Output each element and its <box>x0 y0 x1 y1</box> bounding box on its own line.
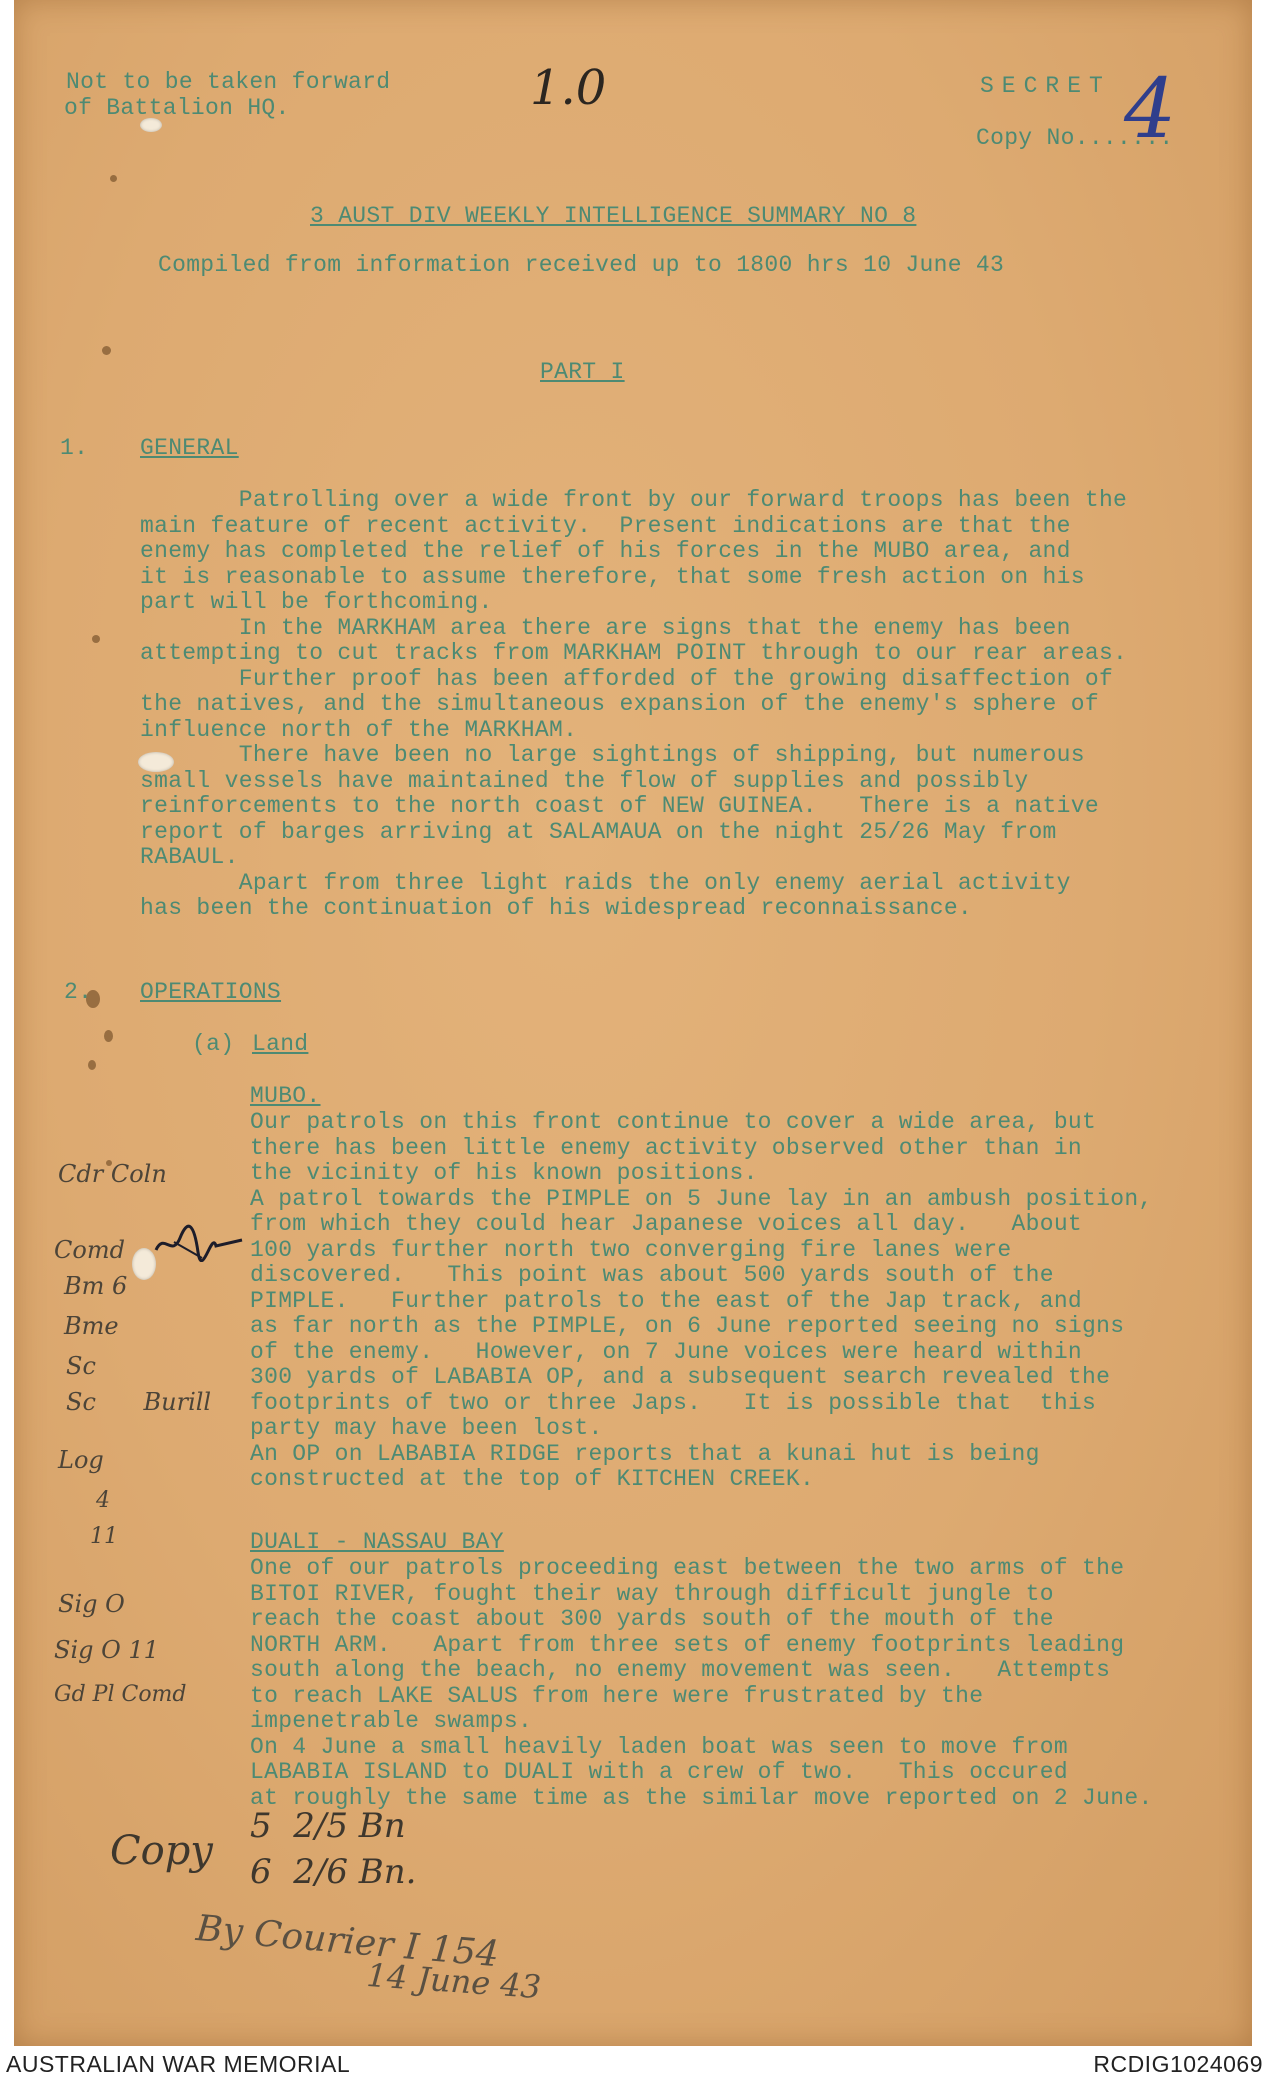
text-line: from which they could hear Japanese voices all day. About <box>250 1211 1083 1237</box>
distribution-entry: Comd <box>54 1236 125 1264</box>
stain-spot <box>110 175 117 182</box>
section-heading: OPERATIONS <box>140 979 282 1005</box>
text-line: NORTH ARM. Apart from three sets of enemy footprints leading <box>250 1631 1125 1658</box>
copy-number-handwritten: 4 <box>1124 62 1177 157</box>
distribution-entry: Sc <box>66 1352 96 1380</box>
text-line: One of our patrols proceeding east between the two arms of the <box>250 1555 1125 1581</box>
text-line: report of barges arriving at SALAMAUA on the night 25/26 May from <box>140 818 1057 845</box>
text-line: Patrolling over a wide front by our forward troops has been the <box>140 487 1128 513</box>
document-page <box>14 0 1252 2046</box>
text-line: at roughly the same time as the similar move reported on 2 June. <box>250 1784 1153 1811</box>
duali-heading: DUALI - NASSAU BAY <box>250 1529 504 1555</box>
text-line: A patrol towards the PIMPLE on 5 June lay in an ambush position, <box>250 1185 1153 1212</box>
text-line: the vicinity of his known positions. <box>250 1160 758 1186</box>
text-line: the natives, and the simultaneous expansion of the enemy's sphere of <box>140 691 1099 717</box>
mubo-heading: MUBO. <box>250 1083 321 1109</box>
archive-name: AUSTRALIAN WAR MEMORIAL <box>6 2051 351 2077</box>
stain-spot <box>102 346 111 355</box>
courier-date: 14 June 43 <box>365 1956 543 2007</box>
section-heading: GENERAL <box>140 435 239 461</box>
text-line: PIMPLE. Further patrols to the east of the Jap track, and <box>250 1287 1083 1314</box>
text-line: BITOI RIVER, fought their way through difficult jungle to <box>250 1580 1054 1607</box>
text-line: constructed at the top of KITCHEN CREEK. <box>250 1466 815 1492</box>
text-line: Further proof has been afforded of the growing disaffection of <box>140 665 1114 692</box>
distribution-entry: 11 <box>90 1524 118 1549</box>
subsection-heading: Land <box>252 1031 309 1057</box>
text-line: There have been no large sightings of shipping, but numerous <box>140 742 1085 768</box>
text-line: LABABIA ISLAND to DUALI with a crew of two. This occured <box>250 1759 1068 1785</box>
distribution-entry: Gd Pl Comd <box>54 1682 187 1707</box>
text-line: to reach LAKE SALUS from here were frustrated by the <box>250 1682 984 1709</box>
text-line: RABAUL. <box>140 844 239 870</box>
secret-marking: SECRET <box>980 73 1111 99</box>
duali-paragraph <box>250 1556 1153 1811</box>
text-line: it is reasonable to assume therefore, that some fresh action on his <box>140 563 1085 590</box>
stain-spot <box>88 1060 96 1070</box>
text-line: party may have been lost. <box>250 1415 603 1441</box>
text-line: 300 yards of LABABIA OP, and a subsequent search revealed the <box>250 1364 1111 1390</box>
stain-spot <box>104 1030 113 1042</box>
text-line: 100 yards further north two converging fire lanes were <box>250 1236 1012 1263</box>
text-line: main feature of recent activity. Present indications are that the <box>140 512 1071 539</box>
text-line: influence north of the MARKHAM. <box>140 716 578 743</box>
text-line: as far north as the PIMPLE, on 6 June reported seeing no signs <box>250 1313 1125 1339</box>
text-line: part will be forthcoming. <box>140 589 493 615</box>
general-paragraph <box>140 488 1127 922</box>
text-line: footprints of two or three Japs. It is possible that this <box>250 1389 1097 1416</box>
copy-note-line: 5 2/5 Bn <box>250 1806 406 1846</box>
text-line: On 4 June a small heavily laden boat was seen to move from <box>250 1733 1068 1760</box>
text-line: impenetrable swamps. <box>250 1708 533 1734</box>
courier-note: By Courier I 154 <box>194 1908 501 1976</box>
section-number: 2. <box>64 979 93 1005</box>
distribution-entry: Cdr Coln <box>58 1160 167 1188</box>
pen-scribble <box>154 1222 244 1262</box>
distribution-entry: Sig O 11 <box>54 1636 159 1664</box>
text-line: Our patrols on this front continue to cover a wide area, but <box>250 1109 1097 1135</box>
distribution-entry: 4 <box>96 1488 110 1513</box>
archive-reference: RCDIG1024069 <box>1093 2051 1263 2077</box>
text-line: south along the beach, no enemy movement was seen. Attempts <box>250 1657 1111 1683</box>
punch-hole <box>132 1248 156 1280</box>
distribution-entry: Bm 6 <box>64 1272 128 1300</box>
distribution-entry: Sig O <box>58 1590 125 1618</box>
text-line: there has been little enemy activity observed other than in <box>250 1134 1083 1161</box>
copy-note-label: Copy <box>110 1828 213 1874</box>
folio-number: 1.0 <box>530 60 607 116</box>
text-line: of the enemy. However, on 7 June voices were heard within <box>250 1338 1083 1365</box>
distribution-entry: Sc Burill <box>66 1388 212 1416</box>
document-title: 3 AUST DIV WEEKLY INTELLIGENCE SUMMARY NO 8 <box>310 203 917 229</box>
copy-number-label: Copy No....... <box>976 125 1174 151</box>
section-number: 1. <box>60 435 89 461</box>
text-line: An OP on LABABIA RIDGE reports that a kunai hut is being <box>250 1440 1040 1467</box>
mubo-paragraph <box>250 1110 1153 1493</box>
text-line: reinforcements to the north coast of NEW GUINEA. There is a native <box>140 793 1099 819</box>
copy-note-line: 6 2/6 Bn. <box>250 1852 417 1892</box>
restriction-line-1: Not to be taken forward <box>66 69 391 95</box>
text-line: small vessels have maintained the flow of supplies and possibly <box>140 767 1029 794</box>
stain-spot <box>92 635 100 643</box>
text-line: Apart from three light raids the only enemy aerial activity <box>140 869 1071 896</box>
archive-footer <box>0 2047 1273 2082</box>
text-line: attempting to cut tracks from MARKHAM POINT through to our rear areas. <box>140 640 1128 666</box>
text-line: In the MARKHAM area there are signs that the enemy has been <box>140 614 1071 641</box>
text-line: enemy has completed the relief of his forces in the MUBO area, and <box>140 538 1071 564</box>
document-subtitle: Compiled from information received up to 1800 hrs 10 June 43 <box>158 252 1005 278</box>
text-line: has been the continuation of his widespread reconnaissance. <box>140 895 973 921</box>
restriction-line-2: of Battalion HQ. <box>64 95 290 121</box>
text-line: discovered. This point was about 500 yards south of the <box>250 1262 1054 1288</box>
part-heading: PART I <box>540 359 625 385</box>
text-line: reach the coast about 300 yards south of the mouth of the <box>250 1606 1054 1632</box>
subsection-label: (a) <box>192 1031 235 1057</box>
distribution-entry: Bme <box>64 1312 119 1340</box>
distribution-entry: Log <box>58 1446 104 1474</box>
